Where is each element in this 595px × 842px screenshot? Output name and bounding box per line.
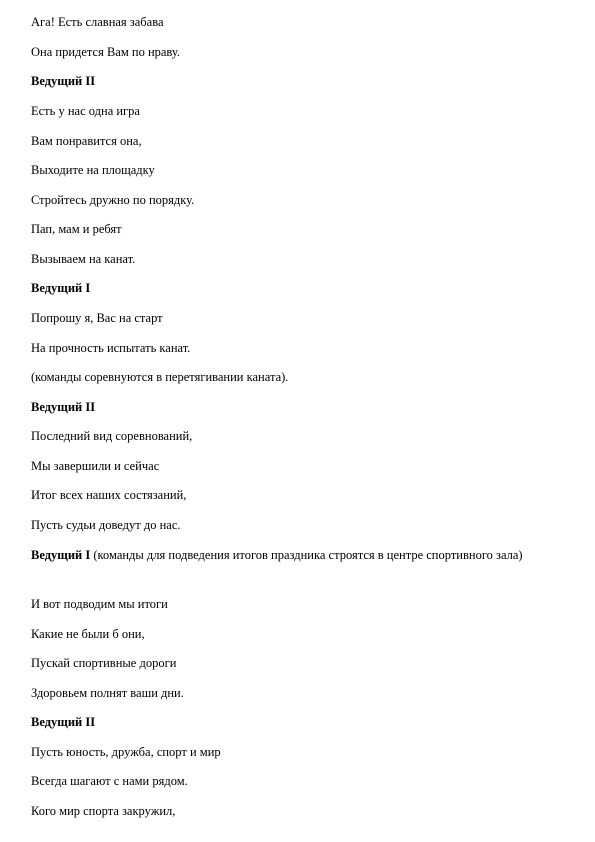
stage-direction: (команды соревнуются в перетягивании каната).	[31, 370, 289, 384]
speaker-with-direction	[31, 544, 571, 566]
text-line: Всегда шагают с нами рядом.	[31, 774, 188, 788]
text-line: Стройтесь дружно по порядку.	[31, 193, 195, 207]
text-line: Кого мир спорта закружил,	[31, 804, 176, 818]
text-line: Пап, мам и ребят	[31, 222, 122, 236]
speaker-heading: Ведущий I	[31, 548, 91, 562]
text-line: На прочность испытать канат.	[31, 341, 191, 355]
text-line: И вот подводим мы итоги	[31, 597, 168, 611]
text-line: Попрошу я, Вас на старт	[31, 311, 163, 325]
text-line: Какие не были б они,	[31, 627, 145, 641]
speaker-heading: Ведущий II	[31, 400, 96, 414]
speaker-heading: Ведущий II	[31, 74, 96, 88]
stage-direction: (команды для подведения итогов праздника строятся в центре спортивного зала)	[90, 548, 523, 562]
text-line: Есть у нас одна игра	[31, 104, 140, 118]
text-line: Итог всех наших состязаний,	[31, 488, 187, 502]
speaker-heading: Ведущий II	[31, 715, 96, 729]
text-line: Последний вид соревнований,	[31, 429, 193, 443]
text-line: Она придется Вам по нраву.	[31, 45, 181, 59]
text-line: Пускай спортивные дороги	[31, 656, 177, 670]
text-line: Вызываем на канат.	[31, 252, 136, 266]
text-line: Пусть судьи доведут до нас.	[31, 518, 181, 532]
text-line: Вам понравится она,	[31, 134, 142, 148]
text-line: Здоровьем полнят ваши дни.	[31, 686, 184, 700]
speaker-heading: Ведущий I	[31, 281, 91, 295]
text-line: Пусть юность, дружба, спорт и мир	[31, 745, 221, 759]
text-line: Мы завершили и сейчас	[31, 459, 160, 473]
text-line: Выходите на площадку	[31, 163, 155, 177]
text-line: Ага! Есть славная забава	[31, 15, 164, 29]
